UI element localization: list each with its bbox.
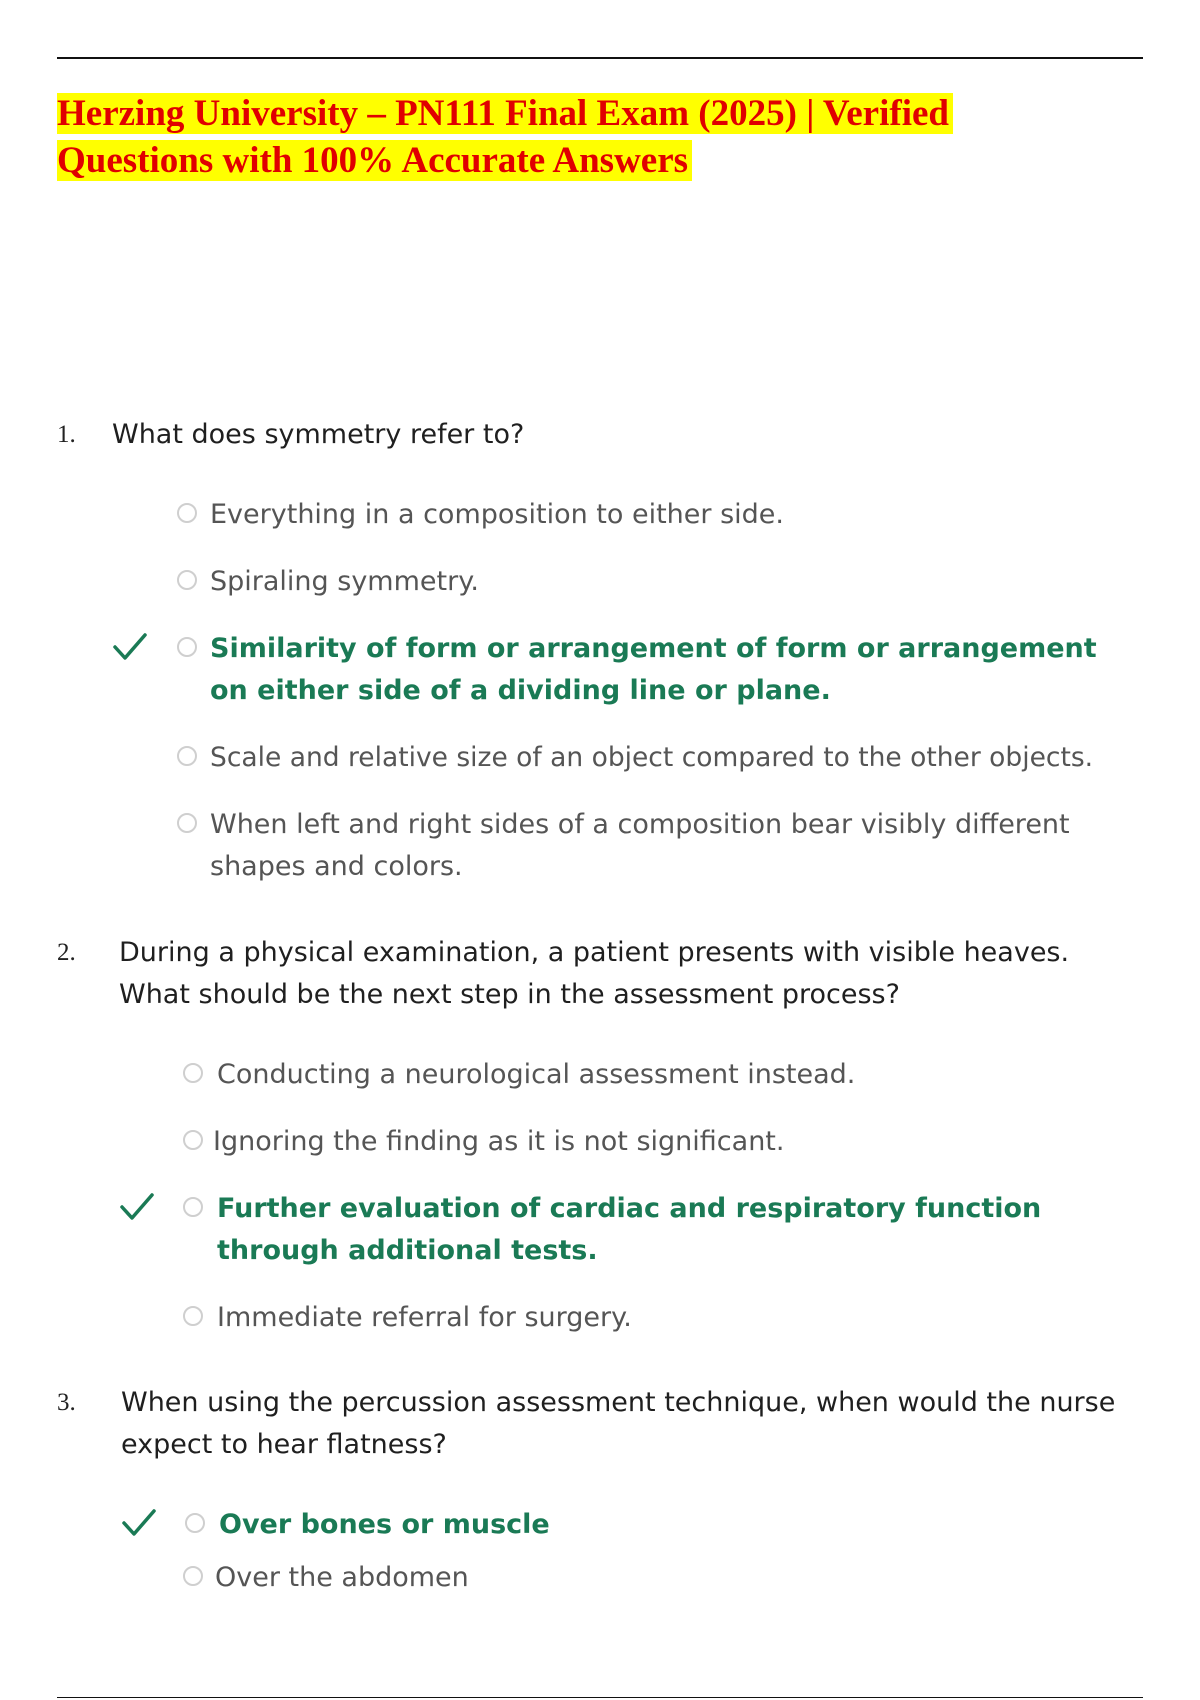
radio-circle-icon[interactable] xyxy=(177,570,197,590)
answer-label: Similarity of form or arrangement of form or arrangement on either side of a dividing line or plane. xyxy=(210,633,1097,706)
radio-circle-icon[interactable] xyxy=(183,1130,203,1150)
answer-option-correct[interactable] xyxy=(57,1188,1143,1272)
radio-circle-icon[interactable] xyxy=(185,1513,205,1533)
radio-circle-icon[interactable] xyxy=(183,1197,203,1217)
question-text: What does symmetry refer to? xyxy=(112,419,525,450)
answer-options xyxy=(57,494,1143,888)
question-1 xyxy=(57,414,1143,888)
answer-option[interactable] xyxy=(57,1557,1143,1599)
question-number: 2. xyxy=(57,939,76,966)
answer-label: Spiraling symmetry. xyxy=(210,566,479,597)
answer-label: When left and right sides of a composition bear visibly different shapes and colors. xyxy=(210,809,1070,882)
bottom-rule xyxy=(57,1697,1143,1698)
answer-options xyxy=(57,1504,1143,1599)
answer-option[interactable] xyxy=(57,737,1143,779)
answer-options xyxy=(57,1054,1143,1339)
question-2 xyxy=(57,932,1143,1339)
answer-label: Conducting a neurological assessment instead. xyxy=(217,1059,856,1090)
question-3 xyxy=(57,1382,1143,1599)
document-title: Herzing University – PN111 Final Exam (2025) | Verified Questions with 100% Accurate Answers xyxy=(57,90,1057,184)
question-header xyxy=(57,932,1143,1016)
answer-label: Everything in a composition to either side. xyxy=(210,499,784,530)
radio-circle-icon[interactable] xyxy=(177,637,197,657)
question-number: 1. xyxy=(57,421,76,448)
answer-label: Immediate referral for surgery. xyxy=(217,1302,632,1333)
answer-label: Over bones or muscle xyxy=(219,1509,550,1540)
answer-option[interactable] xyxy=(57,1121,1143,1163)
answer-option-correct[interactable] xyxy=(57,1504,1143,1546)
answer-label: Scale and relative size of an object compared to the other objects. xyxy=(210,742,1094,773)
answer-label: Ignoring the finding as it is not significant. xyxy=(213,1126,785,1157)
answer-option-correct[interactable] xyxy=(57,628,1143,712)
radio-circle-icon[interactable] xyxy=(177,503,197,523)
question-header xyxy=(57,414,1143,456)
radio-circle-icon[interactable] xyxy=(183,1566,203,1586)
checkmark-icon xyxy=(112,630,148,664)
question-number: 3. xyxy=(57,1389,76,1416)
answer-label: Further evaluation of cardiac and respiratory function through additional tests. xyxy=(217,1193,1042,1266)
radio-circle-icon[interactable] xyxy=(177,813,197,833)
question-text: During a physical examination, a patient presents with visible heaves. What should be the next step in the assessment process? xyxy=(119,937,1070,1010)
radio-circle-icon[interactable] xyxy=(183,1063,203,1083)
answer-option[interactable] xyxy=(57,804,1143,888)
answer-option[interactable] xyxy=(57,1297,1143,1339)
answer-label: Over the abdomen xyxy=(215,1562,469,1593)
radio-circle-icon[interactable] xyxy=(183,1306,203,1326)
answer-option[interactable] xyxy=(57,561,1143,603)
question-text: When using the percussion assessment technique, when would the nurse expect to hear flatness? xyxy=(121,1387,1116,1460)
radio-circle-icon[interactable] xyxy=(177,746,197,766)
answer-option[interactable] xyxy=(57,494,1143,536)
top-rule xyxy=(57,57,1143,59)
question-header xyxy=(57,1382,1143,1466)
answer-option[interactable] xyxy=(57,1054,1143,1096)
checkmark-icon xyxy=(119,1190,155,1224)
checkmark-icon xyxy=(121,1506,157,1540)
